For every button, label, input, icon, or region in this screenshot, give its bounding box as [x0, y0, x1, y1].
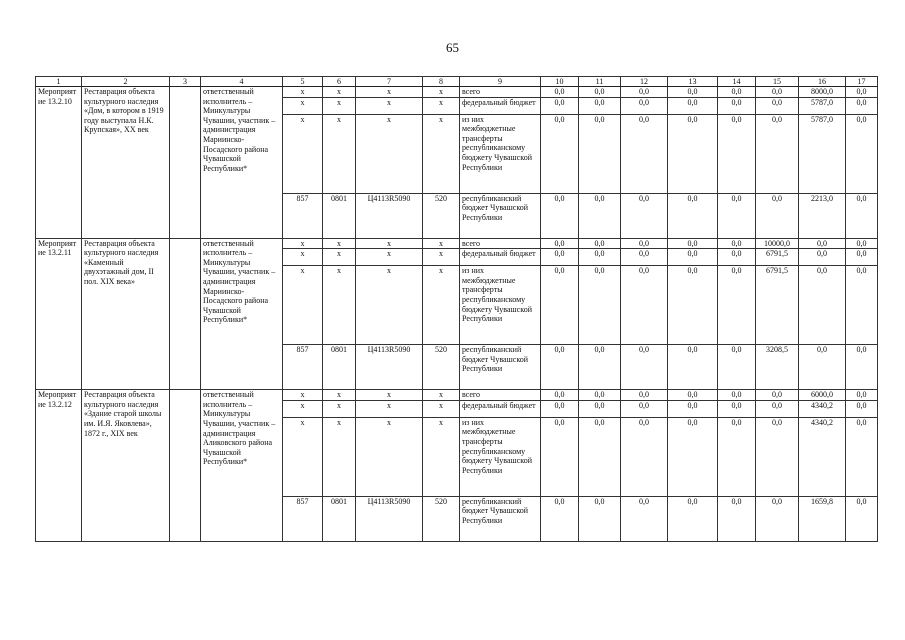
- target-article-cell: x: [356, 400, 423, 417]
- funding-source-cell: из них межбюджетные трансферты республиканскому бюджету Чувашской Республики: [460, 266, 541, 345]
- value-cell: 0,0: [621, 193, 668, 238]
- value-cell: 0,0: [799, 345, 846, 390]
- section-cell: x: [323, 87, 356, 98]
- grbs-cell: x: [283, 266, 323, 345]
- target-article-cell: x: [356, 390, 423, 401]
- value-cell: 4340,2: [799, 400, 846, 417]
- grbs-cell: x: [283, 87, 323, 98]
- section-cell: x: [323, 238, 356, 249]
- value-cell: 0,0: [846, 249, 878, 266]
- col3-cell: [170, 238, 201, 390]
- column-number-cell: 11: [579, 77, 621, 87]
- value-cell: 0,0: [621, 238, 668, 249]
- value-cell: 4340,2: [799, 417, 846, 496]
- col3-cell: [170, 390, 201, 542]
- value-cell: 0,0: [756, 87, 799, 98]
- target-article-cell: x: [356, 87, 423, 98]
- target-article-cell: Ц4113R5090: [356, 496, 423, 541]
- value-cell: 0,0: [846, 417, 878, 496]
- expense-type-cell: 520: [423, 193, 460, 238]
- target-article-cell: x: [356, 266, 423, 345]
- value-cell: 0,0: [579, 496, 621, 541]
- section-cell: 0801: [323, 496, 356, 541]
- measure-cell: Мероприятие 13.2.11: [36, 238, 82, 390]
- column-number-cell: 4: [201, 77, 283, 87]
- column-number-cell: 6: [323, 77, 356, 87]
- value-cell: 0,0: [756, 114, 799, 193]
- grbs-cell: x: [283, 400, 323, 417]
- grbs-cell: x: [283, 417, 323, 496]
- value-cell: 0,0: [756, 400, 799, 417]
- value-cell: 0,0: [668, 400, 718, 417]
- value-cell: 0,0: [718, 193, 756, 238]
- value-cell: 0,0: [579, 390, 621, 401]
- column-number-row: [36, 77, 878, 87]
- measure-cell: Мероприятие 13.2.12: [36, 390, 82, 542]
- value-cell: 5787,0: [799, 97, 846, 114]
- expense-type-cell: 520: [423, 345, 460, 390]
- value-cell: 0,0: [799, 266, 846, 345]
- value-cell: 0,0: [621, 390, 668, 401]
- grbs-cell: x: [283, 390, 323, 401]
- grbs-cell: 857: [283, 345, 323, 390]
- value-cell: 0,0: [621, 417, 668, 496]
- value-cell: 0,0: [621, 400, 668, 417]
- expense-type-cell: x: [423, 400, 460, 417]
- value-cell: 0,0: [668, 249, 718, 266]
- value-cell: 0,0: [846, 238, 878, 249]
- column-number-cell: 3: [170, 77, 201, 87]
- expense-type-cell: x: [423, 390, 460, 401]
- value-cell: 0,0: [756, 390, 799, 401]
- section-cell: x: [323, 266, 356, 345]
- value-cell: 0,0: [846, 400, 878, 417]
- value-cell: 0,0: [718, 238, 756, 249]
- value-cell: 5787,0: [799, 114, 846, 193]
- section-cell: x: [323, 97, 356, 114]
- expense-type-cell: x: [423, 238, 460, 249]
- executor-cell: ответственный исполнитель – Минкультуры Чувашии, участник – администрация Аликовского района Чувашской Республики*: [201, 390, 283, 542]
- section-cell: x: [323, 249, 356, 266]
- value-cell: 0,0: [668, 87, 718, 98]
- column-number-cell: 5: [283, 77, 323, 87]
- value-cell: 0,0: [668, 345, 718, 390]
- value-cell: 0,0: [846, 496, 878, 541]
- column-number-cell: 13: [668, 77, 718, 87]
- value-cell: 0,0: [799, 238, 846, 249]
- value-cell: 0,0: [541, 417, 579, 496]
- value-cell: 0,0: [718, 496, 756, 541]
- column-number-cell: 1: [36, 77, 82, 87]
- value-cell: 0,0: [541, 266, 579, 345]
- section-cell: 0801: [323, 345, 356, 390]
- value-cell: 0,0: [668, 417, 718, 496]
- value-cell: 0,0: [718, 249, 756, 266]
- value-cell: 0,0: [541, 345, 579, 390]
- section-cell: x: [323, 417, 356, 496]
- section-cell: x: [323, 114, 356, 193]
- section-cell: x: [323, 390, 356, 401]
- value-cell: 0,0: [718, 345, 756, 390]
- value-cell: 0,0: [541, 496, 579, 541]
- page-number: 65: [446, 40, 459, 55]
- value-cell: 0,0: [621, 249, 668, 266]
- value-cell: 0,0: [756, 193, 799, 238]
- section-cell: 0801: [323, 193, 356, 238]
- table-body: [36, 87, 878, 542]
- column-number-cell: 17: [846, 77, 878, 87]
- value-cell: 0,0: [621, 97, 668, 114]
- table-row: [36, 390, 878, 401]
- funding-source-cell: федеральный бюджет: [460, 249, 541, 266]
- value-cell: 0,0: [579, 249, 621, 266]
- value-cell: 6791,5: [756, 249, 799, 266]
- value-cell: 0,0: [718, 266, 756, 345]
- column-number-cell: 7: [356, 77, 423, 87]
- funding-source-cell: республиканский бюджет Чувашской Республики: [460, 496, 541, 541]
- value-cell: 0,0: [541, 390, 579, 401]
- value-cell: 10000,0: [756, 238, 799, 249]
- value-cell: 0,0: [579, 400, 621, 417]
- funding-source-cell: из них межбюджетные трансферты республиканскому бюджету Чувашской Республики: [460, 417, 541, 496]
- target-article-cell: x: [356, 417, 423, 496]
- value-cell: 0,0: [579, 87, 621, 98]
- expense-type-cell: x: [423, 266, 460, 345]
- value-cell: 8000,0: [799, 87, 846, 98]
- value-cell: 0,0: [668, 97, 718, 114]
- target-article-cell: x: [356, 114, 423, 193]
- value-cell: 0,0: [846, 114, 878, 193]
- target-article-cell: x: [356, 97, 423, 114]
- budget-table: [35, 76, 878, 542]
- value-cell: 0,0: [846, 87, 878, 98]
- col3-cell: [170, 87, 201, 239]
- value-cell: 0,0: [621, 266, 668, 345]
- value-cell: 0,0: [579, 238, 621, 249]
- grbs-cell: x: [283, 249, 323, 266]
- section-cell: x: [323, 400, 356, 417]
- value-cell: 0,0: [579, 345, 621, 390]
- table-row: [36, 238, 878, 249]
- value-cell: 0,0: [579, 97, 621, 114]
- object-cell: Реставрация объекта культурного наследия «Каменный двухэтажный дом, II пол. XIX века»: [82, 238, 170, 390]
- object-cell: Реставрация объекта культурного наследия «Здание старой школы им. И.Я. Яковлева», 1872 г., XIX век: [82, 390, 170, 542]
- value-cell: 0,0: [541, 400, 579, 417]
- funding-source-cell: федеральный бюджет: [460, 400, 541, 417]
- value-cell: 0,0: [846, 97, 878, 114]
- funding-source-cell: всего: [460, 390, 541, 401]
- expense-type-cell: x: [423, 87, 460, 98]
- column-number-cell: 16: [799, 77, 846, 87]
- funding-source-cell: из них межбюджетные трансферты республиканскому бюджету Чувашской Республики: [460, 114, 541, 193]
- funding-source-cell: федеральный бюджет: [460, 97, 541, 114]
- value-cell: 2213,0: [799, 193, 846, 238]
- executor-cell: ответственный исполнитель – Минкультуры Чувашии, участник – администрация Мариинско-Посадского района Чувашской Республики*: [201, 238, 283, 390]
- value-cell: 0,0: [541, 193, 579, 238]
- object-cell: Реставрация объекта культурного наследия «Дом, в котором в 1919 году выступала Н.К. Крупская», XX век: [82, 87, 170, 239]
- target-article-cell: x: [356, 238, 423, 249]
- grbs-cell: 857: [283, 496, 323, 541]
- grbs-cell: 857: [283, 193, 323, 238]
- value-cell: 0,0: [579, 417, 621, 496]
- funding-source-cell: республиканский бюджет Чувашской Республики: [460, 193, 541, 238]
- value-cell: 0,0: [756, 496, 799, 541]
- table-row: [36, 87, 878, 98]
- column-number-cell: 9: [460, 77, 541, 87]
- value-cell: 0,0: [579, 114, 621, 193]
- target-article-cell: Ц4113R5090: [356, 345, 423, 390]
- value-cell: 0,0: [668, 390, 718, 401]
- expense-type-cell: x: [423, 114, 460, 193]
- target-article-cell: Ц4113R5090: [356, 193, 423, 238]
- value-cell: 0,0: [718, 390, 756, 401]
- funding-source-cell: республиканский бюджет Чувашской Республики: [460, 345, 541, 390]
- expense-type-cell: x: [423, 249, 460, 266]
- expense-type-cell: x: [423, 97, 460, 114]
- grbs-cell: x: [283, 238, 323, 249]
- value-cell: 0,0: [621, 496, 668, 541]
- column-number-cell: 12: [621, 77, 668, 87]
- value-cell: 0,0: [541, 97, 579, 114]
- column-number-cell: 15: [756, 77, 799, 87]
- column-number-cell: 10: [541, 77, 579, 87]
- value-cell: 6791,5: [756, 266, 799, 345]
- value-cell: 0,0: [541, 249, 579, 266]
- value-cell: 0,0: [756, 417, 799, 496]
- grbs-cell: x: [283, 97, 323, 114]
- value-cell: 0,0: [718, 417, 756, 496]
- expense-type-cell: x: [423, 417, 460, 496]
- value-cell: 6000,0: [799, 390, 846, 401]
- executor-cell: ответственный исполнитель – Минкультуры Чувашии, участник – администрация Мариинско-Посадского района Чувашской Республики*: [201, 87, 283, 239]
- value-cell: 0,0: [718, 97, 756, 114]
- value-cell: 1659,8: [799, 496, 846, 541]
- column-number-cell: 8: [423, 77, 460, 87]
- value-cell: 0,0: [541, 114, 579, 193]
- measure-cell: Мероприятие 13.2.10: [36, 87, 82, 239]
- column-number-cell: 2: [82, 77, 170, 87]
- value-cell: 0,0: [579, 193, 621, 238]
- value-cell: 0,0: [579, 266, 621, 345]
- value-cell: 0,0: [621, 345, 668, 390]
- funding-source-cell: всего: [460, 87, 541, 98]
- column-number-cell: 14: [718, 77, 756, 87]
- target-article-cell: x: [356, 249, 423, 266]
- value-cell: 0,0: [621, 114, 668, 193]
- value-cell: 0,0: [621, 87, 668, 98]
- value-cell: 0,0: [718, 400, 756, 417]
- value-cell: 0,0: [668, 114, 718, 193]
- funding-source-cell: всего: [460, 238, 541, 249]
- value-cell: 0,0: [718, 114, 756, 193]
- value-cell: 0,0: [846, 390, 878, 401]
- value-cell: 0,0: [799, 249, 846, 266]
- expense-type-cell: 520: [423, 496, 460, 541]
- value-cell: 0,0: [846, 266, 878, 345]
- value-cell: 3208,5: [756, 345, 799, 390]
- grbs-cell: x: [283, 114, 323, 193]
- value-cell: 0,0: [846, 193, 878, 238]
- value-cell: 0,0: [668, 238, 718, 249]
- value-cell: 0,0: [541, 87, 579, 98]
- value-cell: 0,0: [668, 193, 718, 238]
- value-cell: 0,0: [541, 238, 579, 249]
- value-cell: 0,0: [668, 496, 718, 541]
- value-cell: 0,0: [668, 266, 718, 345]
- value-cell: 0,0: [756, 97, 799, 114]
- value-cell: 0,0: [718, 87, 756, 98]
- value-cell: 0,0: [846, 345, 878, 390]
